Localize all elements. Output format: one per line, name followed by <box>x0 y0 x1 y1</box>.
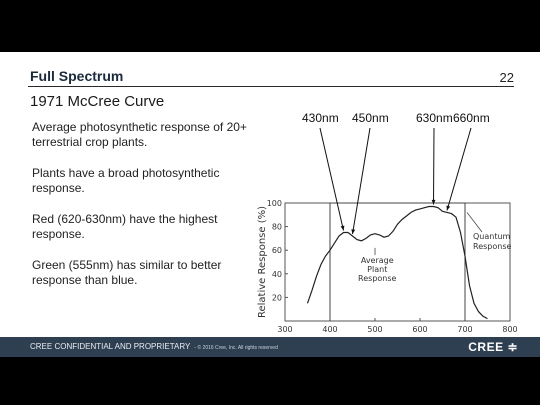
wavelength-arrow <box>353 128 371 234</box>
wavelength-arrow <box>434 128 435 205</box>
slide <box>0 52 540 357</box>
x-tick-label: 300 <box>277 325 293 334</box>
bullet-item: Average photosynthetic response of 20+ terrestrial crop plants. <box>32 120 247 149</box>
wavelength-arrow <box>320 128 344 231</box>
annotation-plant: Plant <box>367 265 388 275</box>
annotation-average: Average <box>360 256 394 266</box>
cree-logo: CREE ≑ <box>468 340 518 354</box>
wavelength-arrow <box>447 128 471 210</box>
x-tick-label: 700 <box>457 325 473 334</box>
annotation-response: Response <box>358 274 397 284</box>
wavelength-label: 660nm <box>453 111 490 125</box>
wavelength-arrowhead <box>432 200 436 205</box>
y-tick-label: 20 <box>271 293 282 303</box>
bullet-item: Red (620-630nm) have the highest response. <box>32 212 218 241</box>
wavelength-label: 450nm <box>352 111 389 125</box>
wavelength-arrowhead <box>446 206 450 211</box>
y-tick-label: 100 <box>266 199 282 208</box>
y-tick-label: 80 <box>271 222 282 232</box>
bullet-item: Green (555nm) has similar to better response than blue. <box>32 258 222 287</box>
x-tick-label: 800 <box>502 325 518 334</box>
x-tick-label: 600 <box>412 325 428 334</box>
y-tick-label: 60 <box>271 246 282 256</box>
mccree-chart <box>240 110 530 350</box>
x-tick-label: 400 <box>322 325 338 334</box>
slide-subtitle: 1971 McCree Curve <box>30 93 165 110</box>
plot-frame <box>285 203 510 321</box>
bullet-item: Plants have a broad photosynthetic response. <box>32 166 220 195</box>
annotation-quantum: Quantum <box>473 232 511 241</box>
slide-title: Full Spectrum <box>30 68 124 84</box>
slide-number: 22 <box>499 70 514 85</box>
x-tick-label: 500 <box>367 325 383 334</box>
y-tick-label: 40 <box>271 269 282 279</box>
footer-text <box>30 342 278 351</box>
wavelength-label: 430nm <box>302 111 339 125</box>
footer-copyright: - © 2016 Cree, Inc. All rights reserved <box>194 345 278 351</box>
annotation-quantum-response: Response <box>473 242 512 251</box>
plant-response-curve <box>308 207 488 319</box>
wavelength-label: 630nm <box>416 111 453 125</box>
title-divider <box>28 86 514 87</box>
wavelength-arrowhead <box>351 229 355 234</box>
bullet-list <box>32 120 254 304</box>
quantum-pointer <box>467 212 482 232</box>
y-axis-label: Relative Response (%) <box>257 205 268 319</box>
footer-confidential: CREE CONFIDENTIAL AND PROPRIETARY <box>30 342 191 351</box>
footer-bar <box>0 337 540 357</box>
